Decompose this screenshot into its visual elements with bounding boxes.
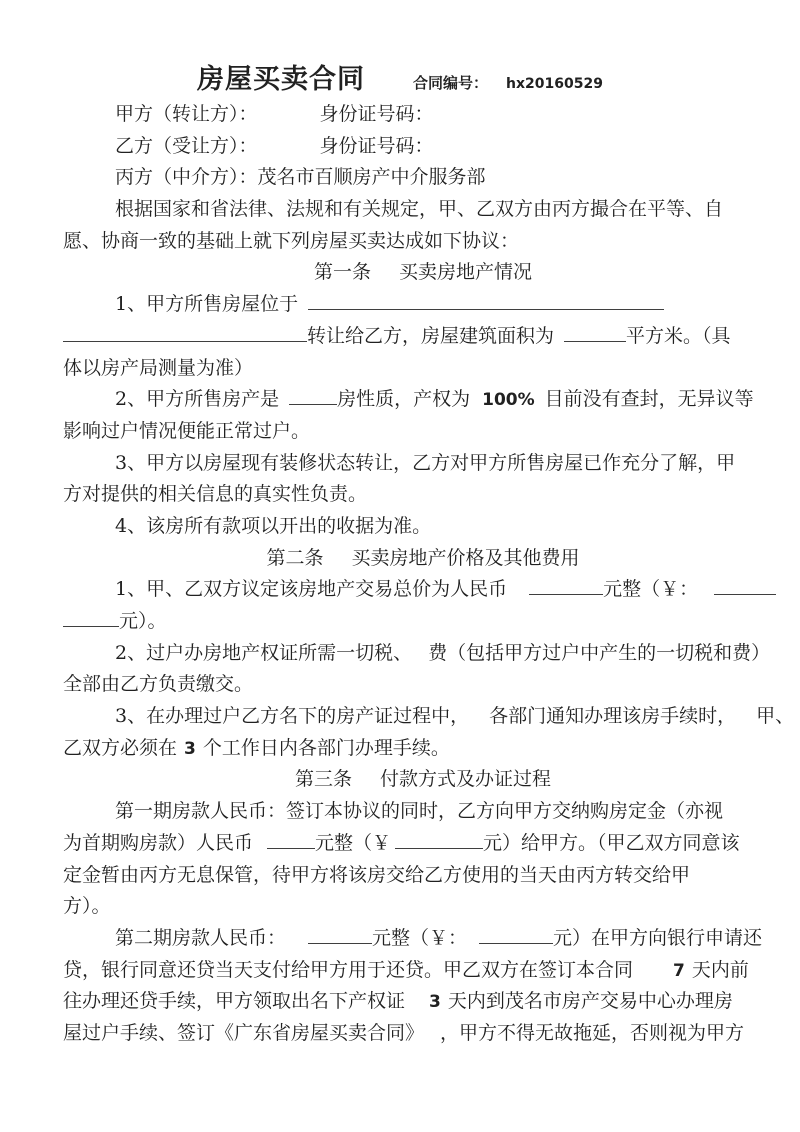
party-b-line (63, 131, 737, 163)
clause-line (63, 923, 763, 955)
clause-line (63, 891, 737, 923)
spacer (324, 562, 352, 564)
text-segment: 方对提供的相关信息的真实性负责。 (63, 483, 368, 506)
text-segment: 全部由乙方负责缴交。 (63, 673, 254, 696)
text-segment: 体以房产局测量为准） (63, 356, 254, 379)
blank-underline (289, 386, 337, 405)
text-segment: 甲方（转让方）： (115, 103, 258, 125)
text-segment: 元）。 (119, 610, 167, 632)
clause-line (63, 955, 749, 987)
section-3-heading (63, 764, 737, 796)
clause-line (63, 479, 737, 511)
text-segment: 3 (429, 992, 441, 1013)
contract-number-label: 合同编号： (413, 74, 489, 92)
section-2-heading (63, 543, 737, 575)
party-a-line (63, 99, 737, 131)
text-segment: 2、过户办房地产权证所需一切税、 (115, 641, 413, 664)
blank-underline (308, 925, 372, 944)
text-segment: 元整（￥： (372, 926, 468, 949)
clause-line (63, 511, 737, 543)
text-segment: 往办理还贷手续，甲方领取出名下产权证 (63, 990, 406, 1013)
text-segment: 乙方（受让方）： (115, 134, 258, 157)
clause-line (63, 574, 737, 606)
spacer (412, 657, 428, 659)
section-1-heading (63, 257, 737, 289)
text-segment: 元整（￥ (315, 831, 392, 854)
clause-line (63, 448, 737, 480)
text-segment: 方）。 (63, 895, 111, 918)
document-title: 房屋买卖合同 (197, 64, 366, 95)
text-segment: 3 (184, 738, 196, 759)
text-segment: 买卖房地产价格及其他费用 (351, 546, 580, 569)
spacer (633, 974, 673, 976)
title-row (63, 57, 737, 99)
spacer (736, 720, 756, 722)
blank-underline (395, 830, 483, 849)
text-segment: 影响过户情况便能正常过户。 (63, 419, 311, 442)
clause-line (63, 1018, 745, 1050)
text-segment: 屋过户手续、签订《广东省房屋买卖合同》 (63, 1021, 425, 1044)
preamble-line (63, 226, 737, 258)
clause-line (63, 289, 737, 321)
text-segment: ，甲方不得无故拖延，否则视为甲方 (440, 1021, 745, 1044)
spacer (258, 118, 320, 120)
text-segment: 天内到茂名市房产交易中心办理房 (447, 990, 733, 1013)
spacer (507, 593, 529, 595)
clause-line (63, 384, 754, 416)
blank-underline (479, 925, 553, 944)
preamble-line (63, 194, 737, 226)
text-segment: 3、甲方以房屋现有装修状态转让，乙方对甲方所售房屋已作充分了解，甲 (115, 451, 736, 474)
spacer (352, 783, 380, 785)
text-segment: 愿、协商一致的基础上就下列房屋买卖达成如下协议： (63, 229, 520, 252)
spacer (424, 1037, 440, 1039)
clause-line (63, 733, 737, 765)
text-segment: 第二期房款人民币： (115, 926, 287, 949)
text-segment: 第二条 (266, 546, 324, 569)
text-segment: 第一条 (313, 261, 371, 284)
text-segment: 2、甲方所售房产是 (115, 388, 280, 411)
text-segment: 买卖房地产情况 (399, 261, 533, 284)
text-segment: 元）给甲方。（甲乙双方同意该 (483, 831, 740, 854)
clause-line (63, 416, 737, 448)
text-segment: 根据国家和省法律、法规和有关规定，甲、乙双方由丙方撮合在平等、自 (115, 198, 724, 221)
text-segment: 为首期购房款）人民币 (63, 831, 254, 854)
spacer (298, 308, 308, 310)
spacer (685, 974, 692, 976)
text-segment: 100% (482, 390, 535, 411)
text-segment: 身份证号码： (319, 134, 434, 157)
clause-line (63, 353, 737, 385)
spacer (371, 276, 399, 278)
clause-line (63, 860, 737, 892)
spacer (253, 847, 267, 849)
text-segment: 房性质，产权为 (337, 388, 471, 411)
document-body (63, 99, 795, 1050)
spacer (177, 752, 184, 754)
clause-line (63, 701, 795, 733)
spacer (698, 593, 714, 595)
text-segment: 元整（￥： (603, 578, 699, 601)
blank-underline (308, 291, 664, 310)
text-segment: 贷，银行同意还贷当天支付给甲方用于还贷。甲乙双方在签订本合同 (63, 958, 634, 981)
spacer (196, 752, 203, 754)
contract-number-value: hx20160529 (506, 76, 603, 92)
clause-line (63, 828, 740, 860)
spacer (279, 403, 289, 405)
text-segment: 7 (673, 960, 685, 981)
spacer (258, 150, 320, 152)
spacer (405, 1005, 429, 1007)
clause-line (63, 796, 737, 828)
text-segment: 天内前 (691, 958, 749, 981)
contract-number (413, 72, 603, 93)
text-segment: 4、该房所有款项以开出的收据为准。 (115, 514, 432, 537)
text-segment: 元）在甲方向银行申请还 (553, 926, 763, 949)
text-segment: 平方米。（具 (626, 324, 731, 347)
spacer (554, 340, 564, 342)
text-segment: 1、甲、乙双方议定该房地产交易总价为人民币 (115, 578, 508, 601)
text-segment: 费（包括甲方过户中产生的一切税和费） (428, 641, 771, 664)
text-segment: 甲、 (756, 705, 795, 728)
text-segment: 付款方式及办证过程 (380, 768, 552, 791)
blank-underline (714, 576, 776, 595)
clause-line (63, 638, 771, 670)
spacer (470, 403, 482, 405)
spacer (467, 942, 479, 944)
clause-line (63, 986, 737, 1018)
text-segment: 1、甲方所售房屋位于 (115, 293, 299, 316)
clause-line (63, 669, 737, 701)
blank-underline (267, 830, 315, 849)
text-segment: 第三条 (294, 768, 352, 791)
spacer (469, 720, 489, 722)
text-segment: 转让给乙方，房屋建筑面积为 (307, 324, 555, 347)
agent-line (63, 162, 737, 194)
text-segment: 身份证号码： (319, 103, 434, 125)
text-segment: 定金暂由丙方无息保管，待甲方将该房交给乙方使用的当天由丙方转交给甲 (63, 863, 691, 886)
text-segment: 第一期房款人民币：签订本协议的同时，乙方向甲方交纳购房定金（亦视 (115, 800, 724, 823)
text-segment: 个工作日内各部门办理手续。 (202, 736, 450, 759)
clause-line (63, 321, 737, 353)
blank-underline (63, 323, 307, 342)
text-segment: 目前没有查封，无异议等 (544, 388, 754, 411)
blank-underline (564, 323, 626, 342)
clause-line (63, 606, 737, 638)
blank-underline (529, 576, 603, 595)
spacer (535, 403, 545, 405)
blank-underline (63, 608, 119, 627)
spacer (286, 942, 308, 944)
text-segment: 3、在办理过户乙方名下的房产证过程中， (115, 705, 470, 728)
spacer (441, 1005, 448, 1007)
text-segment: 乙双方必须在 (63, 736, 178, 759)
text-segment: 丙方（中介方）：茂名市百顺房产中介服务部 (115, 166, 486, 189)
text-segment: 各部门通知办理该房手续时， (489, 705, 737, 728)
